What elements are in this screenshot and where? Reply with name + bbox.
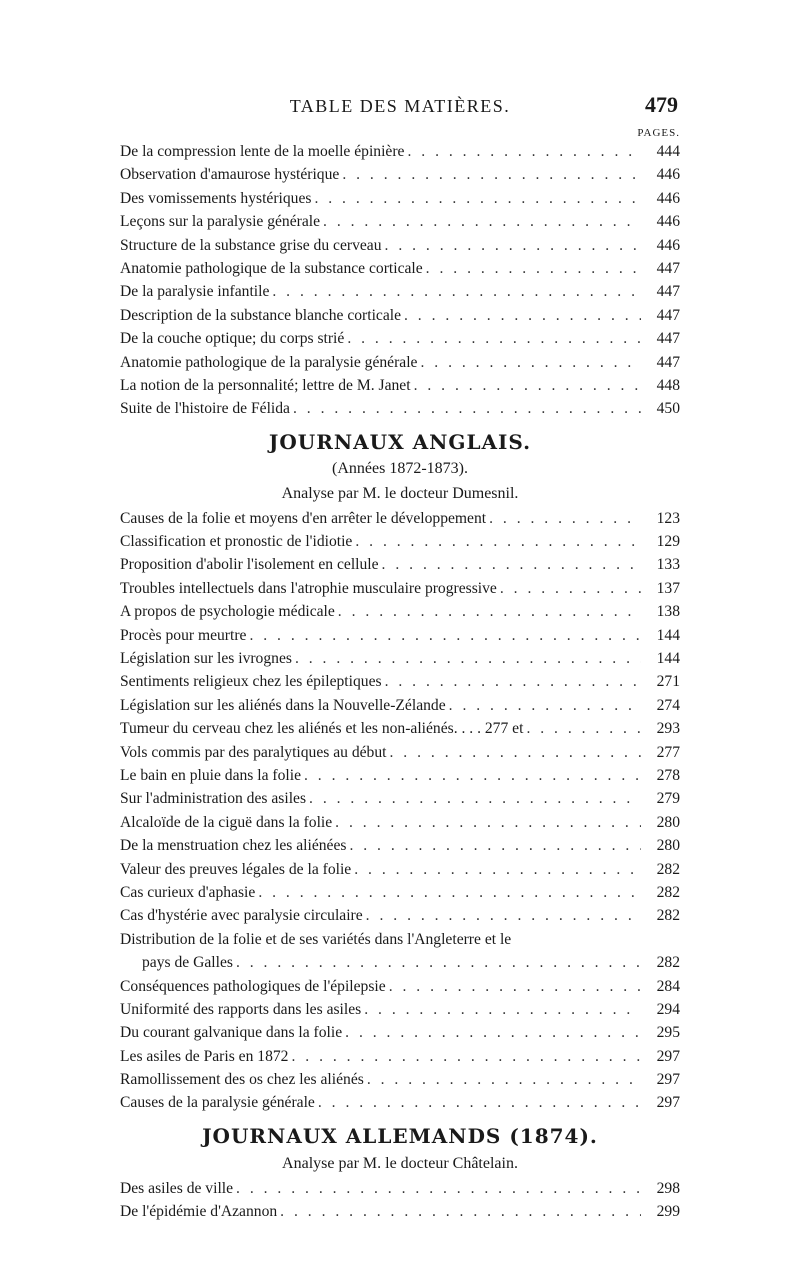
toc-entry xyxy=(120,764,680,787)
toc-entry-page: 274 xyxy=(656,696,680,714)
section-title-english: JOURNAUX ANGLAIS. xyxy=(268,429,532,454)
toc-entry-text: Le bain en pluie dans la folie xyxy=(120,766,301,784)
toc-entry xyxy=(120,647,680,670)
toc-entry xyxy=(120,163,680,186)
toc-entry-text: Classification et pronostic de l'idiotie xyxy=(120,533,353,551)
leader-dots xyxy=(355,530,641,553)
toc-entry xyxy=(120,140,680,163)
leader-dots xyxy=(291,1045,641,1068)
section-title-german: JOURNAUX ALLEMANDS (1874). xyxy=(202,1123,598,1148)
toc-entry xyxy=(120,998,680,1021)
toc-entry xyxy=(120,1091,680,1114)
toc-entry-page: 447 xyxy=(656,330,680,348)
toc-entry-text: De la menstruation chez les aliénées xyxy=(120,837,347,855)
toc-entry-page: 446 xyxy=(656,213,680,231)
toc-entry-text: Leçons sur la paralysie générale xyxy=(120,213,321,231)
section-author: Analyse par M. le docteur Châtelain. xyxy=(282,1154,518,1172)
toc-entry xyxy=(120,624,680,647)
toc-entry-page: 448 xyxy=(656,376,680,394)
leader-dots xyxy=(258,881,641,904)
leader-dots xyxy=(249,624,641,647)
toc-entry-page: 284 xyxy=(656,977,680,995)
toc-entry-text: De la compression lente de la moelle épinière xyxy=(120,143,405,160)
toc-entry-text: De la couche optique; du corps strié xyxy=(120,330,345,348)
toc-entry-text: Législation sur les aliénés dans la Nouvelle-Zélande xyxy=(120,696,446,714)
toc-entry-text: Des asiles de ville xyxy=(120,1179,234,1197)
toc-entry-page: 297 xyxy=(656,1071,680,1089)
toc-entry-page: 446 xyxy=(656,189,680,207)
toc-entry-page: 446 xyxy=(656,236,680,254)
toc-entry xyxy=(120,741,680,764)
toc-entry-page: 129 xyxy=(656,533,680,551)
toc-entry-page: 297 xyxy=(656,1047,680,1065)
leader-dots xyxy=(385,670,641,693)
toc-entry-text: pays de Galles xyxy=(142,954,233,972)
leader-dots xyxy=(236,951,641,974)
section-years: (Années 1872-1873). xyxy=(332,459,468,477)
toc-entry-page: 271 xyxy=(656,673,680,691)
toc-entry-page: 282 xyxy=(656,883,680,901)
toc-entry xyxy=(120,904,680,927)
toc-entry xyxy=(120,717,680,740)
leader-dots xyxy=(345,1021,641,1044)
leader-dots xyxy=(420,351,641,374)
toc-entry xyxy=(120,600,680,623)
leader-dots xyxy=(318,1091,641,1114)
toc-section-2b xyxy=(120,975,680,1115)
toc-entry-text: Vols commis par des paralytiques au début xyxy=(120,743,387,761)
toc-entry xyxy=(120,374,680,397)
toc-entry-text: Cas d'hystérie avec paralysie circulaire xyxy=(120,907,363,925)
toc-entry-page: 137 xyxy=(656,579,680,597)
toc-entry-page: 297 xyxy=(656,1094,680,1112)
toc-entry-text: Sur l'administration des asiles xyxy=(120,790,307,808)
toc-entry xyxy=(120,1021,680,1044)
leader-dots xyxy=(309,787,641,810)
toc-entry-page: 282 xyxy=(656,954,680,972)
toc-entry-text: Alcaloïde de la ciguë dans la folie xyxy=(120,813,333,831)
toc-entry xyxy=(120,304,680,327)
toc-entry xyxy=(120,530,680,553)
toc-entry-text: Ramollissement des os chez les aliénés xyxy=(120,1071,364,1089)
toc-entry-text: Du courant galvanique dans la folie xyxy=(120,1024,343,1042)
toc-entry xyxy=(120,280,680,303)
leader-dots xyxy=(280,1200,641,1223)
toc-entry-page: 447 xyxy=(656,353,680,371)
toc-entry-multiline-first: Distribution de la folie et de ses variétés dans l'Angleterre et le xyxy=(120,930,512,948)
toc-entry xyxy=(120,1177,680,1200)
leader-dots xyxy=(366,904,641,927)
leader-dots xyxy=(342,163,641,186)
leader-dots xyxy=(295,647,641,670)
toc-entry xyxy=(120,187,680,210)
toc-section-3 xyxy=(120,1177,680,1224)
leader-dots xyxy=(323,210,641,233)
page-header xyxy=(120,92,680,126)
toc-entry xyxy=(120,858,680,881)
toc-entry-text: Des vomissements hystériques xyxy=(120,189,312,207)
toc-entry xyxy=(120,1200,680,1223)
page-number: 479 xyxy=(645,92,678,117)
toc-entry-text: Structure de la substance grise du cerveau xyxy=(120,236,382,254)
leader-dots xyxy=(349,834,641,857)
toc-entry-text: Anatomie pathologique de la substance corticale xyxy=(120,259,423,277)
leader-dots xyxy=(500,577,641,600)
toc-entry xyxy=(120,507,680,530)
leader-dots xyxy=(293,397,641,420)
leader-dots xyxy=(272,280,641,303)
toc-entry-page: 144 xyxy=(656,626,680,644)
toc-entry xyxy=(120,397,680,420)
toc-entry xyxy=(120,951,680,974)
toc-entry xyxy=(120,577,680,600)
toc-section-1 xyxy=(120,140,680,421)
leader-dots xyxy=(367,1068,641,1091)
toc-entry-text: Anatomie pathologique de la paralysie générale xyxy=(120,353,418,371)
toc-entry xyxy=(120,881,680,904)
toc-entry xyxy=(120,234,680,257)
leader-dots xyxy=(236,1177,641,1200)
leader-dots xyxy=(407,140,641,163)
leader-dots xyxy=(426,257,641,280)
toc-entry xyxy=(120,327,680,350)
leader-dots xyxy=(414,374,641,397)
toc-entry-page: 280 xyxy=(656,813,680,831)
toc-entry xyxy=(120,1045,680,1068)
toc-page xyxy=(120,92,680,1224)
leader-dots xyxy=(354,858,641,881)
toc-entry-text: Cas curieux d'aphasie xyxy=(120,883,256,901)
leader-dots xyxy=(404,304,641,327)
toc-entry-text: Législation sur les ivrognes xyxy=(120,650,292,668)
toc-entry-page: 447 xyxy=(656,283,680,301)
toc-entry-text: Description de la substance blanche corticale xyxy=(120,306,401,324)
toc-entry-page: 282 xyxy=(656,860,680,878)
toc-entry-page: 299 xyxy=(656,1203,680,1221)
leader-dots xyxy=(382,553,641,576)
leader-dots xyxy=(364,998,641,1021)
section-author: Analyse par M. le docteur Dumesnil. xyxy=(281,484,519,502)
toc-entry-page: 447 xyxy=(656,259,680,277)
leader-dots xyxy=(314,187,641,210)
toc-entry-page: 278 xyxy=(656,766,680,784)
toc-entry-page: 298 xyxy=(656,1179,680,1197)
toc-entry xyxy=(120,257,680,280)
toc-entry-text: Uniformité des rapports dans les asiles xyxy=(120,1000,362,1018)
leader-dots xyxy=(304,764,641,787)
toc-entry-page: 277 xyxy=(656,743,680,761)
pages-column-label: PAGES. xyxy=(637,127,680,139)
leader-dots xyxy=(347,327,641,350)
toc-entry-text: A propos de psychologie médicale xyxy=(120,603,335,621)
toc-entry-text: Observation d'amaurose hystérique xyxy=(120,166,340,184)
toc-entry-page: 144 xyxy=(656,650,680,668)
leader-dots xyxy=(385,234,641,257)
toc-entry-page: 446 xyxy=(656,166,680,184)
leader-dots xyxy=(526,717,641,740)
toc-entry xyxy=(120,553,680,576)
toc-entry-text: Sentiments religieux chez les épileptiques xyxy=(120,673,382,691)
leader-dots xyxy=(489,507,641,530)
toc-entry xyxy=(120,975,680,998)
toc-entry-page: 138 xyxy=(656,603,680,621)
toc-entry-text: De la paralysie infantile xyxy=(120,283,270,301)
toc-entry-page: 294 xyxy=(656,1000,680,1018)
toc-entry-text: Troubles intellectuels dans l'atrophie musculaire progressive xyxy=(120,579,497,597)
leader-dots xyxy=(389,975,641,998)
toc-entry-page: 280 xyxy=(656,837,680,855)
toc-entry xyxy=(120,210,680,233)
leader-dots xyxy=(449,694,641,717)
toc-entry xyxy=(120,694,680,717)
toc-entry-text: Causes de la folie et moyens d'en arrêter le développement xyxy=(120,509,487,527)
toc-entry xyxy=(120,787,680,810)
toc-entry-text: Les asiles de Paris en 1872 xyxy=(120,1047,289,1065)
toc-entry-text: Procès pour meurtre xyxy=(120,626,247,644)
running-title: TABLE DES MATIÈRES. xyxy=(289,96,511,116)
toc-entry xyxy=(120,834,680,857)
toc-entry-text: Causes de la paralysie générale xyxy=(120,1094,315,1112)
toc-entry-page: 447 xyxy=(656,306,680,324)
toc-entry-page: 450 xyxy=(656,400,680,418)
toc-entry-page: 444 xyxy=(656,143,680,160)
toc-entry-text: La notion de la personnalité; lettre de M. Janet xyxy=(120,376,411,394)
toc-section-2 xyxy=(120,507,680,928)
toc-entry-text: Valeur des preuves légales de la folie xyxy=(120,860,352,878)
toc-entry xyxy=(120,811,680,834)
toc-entry-page: 293 xyxy=(656,720,680,738)
leader-dots xyxy=(390,741,642,764)
toc-entry-page: 133 xyxy=(656,556,680,574)
toc-entry-text: Suite de l'histoire de Félida xyxy=(120,400,290,418)
leader-dots xyxy=(335,811,641,834)
toc-entry-page: 123 xyxy=(656,509,680,527)
leader-dots xyxy=(338,600,641,623)
toc-entry xyxy=(120,1068,680,1091)
toc-entry-text: Proposition d'abolir l'isolement en cellule xyxy=(120,556,379,574)
toc-entry-page: 295 xyxy=(656,1024,680,1042)
toc-entry-text: De l'épidémie d'Azannon xyxy=(120,1203,278,1221)
toc-entry-page: 282 xyxy=(656,907,680,925)
toc-entry xyxy=(120,351,680,374)
toc-entry-text: Conséquences pathologiques de l'épilepsie xyxy=(120,977,386,995)
toc-entry-page: 279 xyxy=(656,790,680,808)
toc-entry xyxy=(120,670,680,693)
toc-entry-text: Tumeur du cerveau chez les aliénés et les non-aliénés. . . . 277 et xyxy=(120,720,524,738)
